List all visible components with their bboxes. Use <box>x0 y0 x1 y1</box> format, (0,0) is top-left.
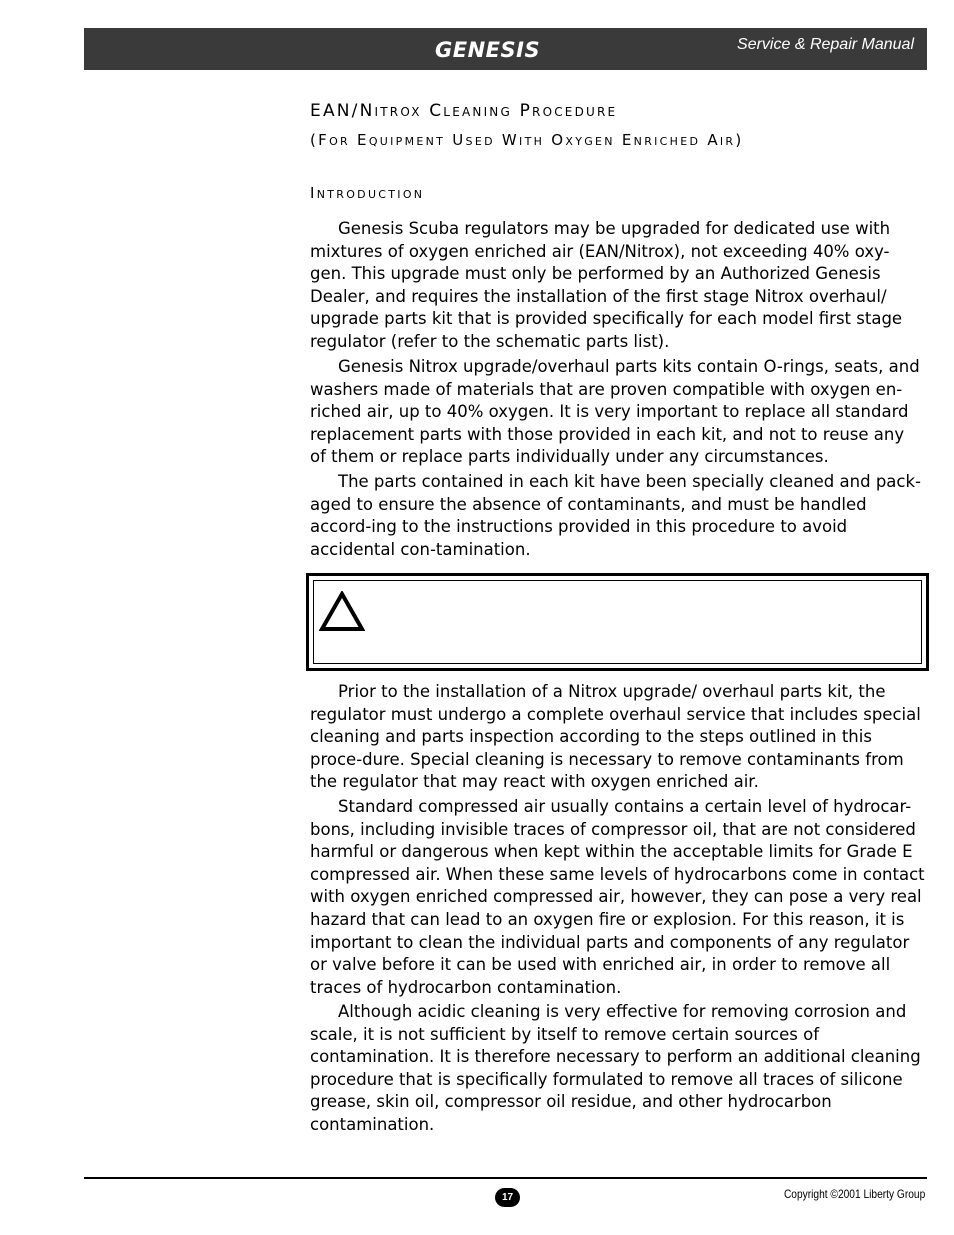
warning-triangle-icon <box>319 591 365 633</box>
footer-rule <box>84 1177 927 1179</box>
warning-box <box>306 573 929 671</box>
paragraph-3: The parts contained in each kit have been specially cleaned and pack-aged to ensure the absence of contaminants, and must be handled accord-ing to the instructions provided in this procedure to avoid accidental con-tamination. <box>310 472 921 559</box>
section-title: EAN/Nitrox Cleaning Procedure <box>310 101 618 121</box>
section-subtitle: (For Equipment Used With Oxygen Enriched Air) <box>310 131 744 149</box>
paragraph-4: Prior to the installation of a Nitrox upgrade/ overhaul parts kit, the regulator must undergo a complete overhaul service that includes special cleaning and parts inspection according to the steps outlined in this proce-dure. Special cleaning is necessary to remove contaminants from the regulator that may react with oxygen enriched air. <box>310 682 921 792</box>
copyright-text: Copyright ©2001 Liberty Group <box>783 1187 925 1201</box>
page-number: 17 <box>495 1188 520 1207</box>
paragraph-2: Genesis Nitrox upgrade/overhaul parts kits contain O-rings, seats, and washers made of materials that are proven compatible with oxygen en-riched air, up to 40% oxygen. It is very important to replace all standard replacement parts with those provided in each kit, and not to reuse any of them or replace parts individually under any circumstances. <box>310 357 920 467</box>
brand-logo: GENESIS <box>435 38 541 62</box>
paragraph-1: Genesis Scuba regulators may be upgraded for dedicated use with mixtures of oxygen enriched air (EAN/Nitrox), not exceeding 40% oxy-gen. This upgrade must only be performed by an Authorized Genesis Dealer, and requires the installation of the first stage Nitrox overhaul/ upgrade parts kit that is provided specifically for each model first stage regulator (refer to the schematic parts list). <box>310 219 903 351</box>
manual-title: Service & Repair Manual <box>737 36 914 53</box>
warning-box-inner <box>313 580 922 664</box>
intro-heading: Introduction <box>310 184 425 202</box>
paragraph-5: Standard compressed air usually contains a certain level of hydrocar-bons, including invisible traces of compressor oil, that are not considered harmful or dangerous when kept within the acceptable limits for Grade E compressed air. When these same levels of hydrocarbons come in contact with oxygen enriched compressed air, however, they can pose a very real hazard that can lead to an oxygen fire or explosion. For this reason, it is important to clean the individual parts and components of any regulator or valve before it can be used with enriched air, in order to remove all traces of hydrocarbon contamination. <box>310 797 925 997</box>
paragraph-6: Although acidic cleaning is very effective for removing corrosion and scale, it is not sufficient by itself to remove certain sources of contamination. It is therefore necessary to perform an additional cleaning procedure that is specifically formulated to remove all traces of silicone grease, skin oil, compressor oil residue, and other hydrocarbon contamination. <box>310 1002 921 1134</box>
